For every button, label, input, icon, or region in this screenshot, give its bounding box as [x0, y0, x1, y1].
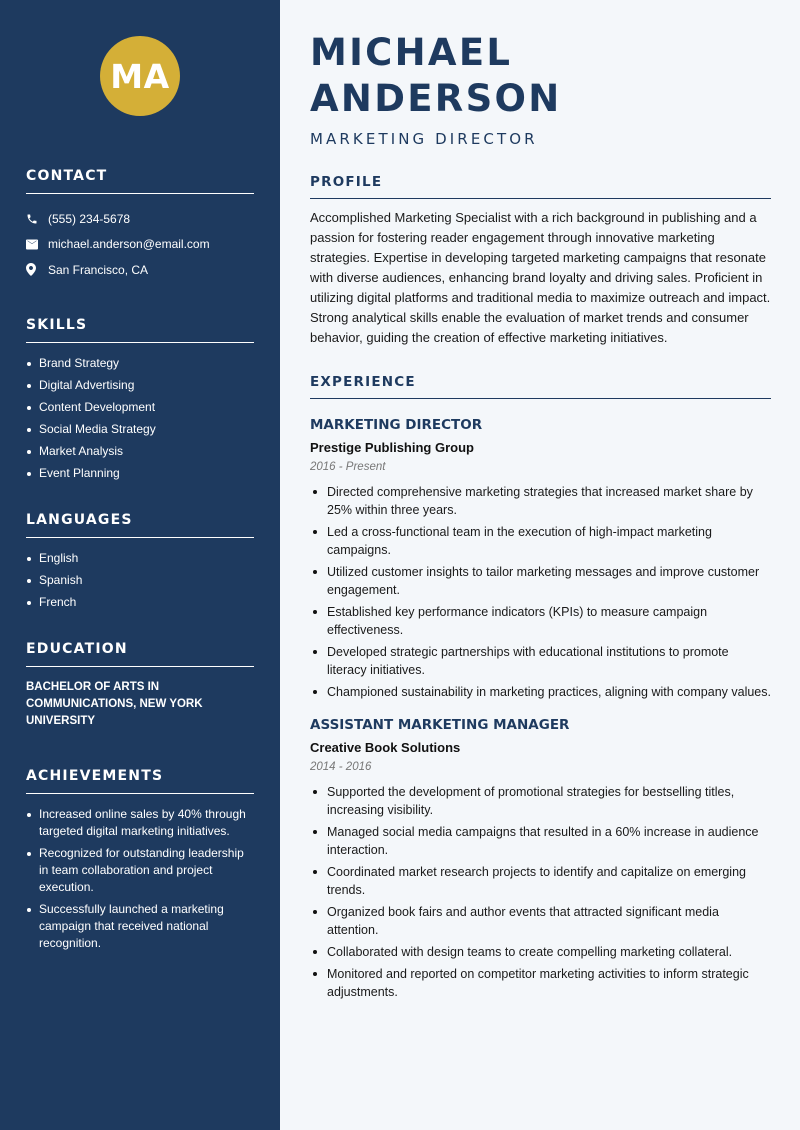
education-section	[26, 641, 254, 730]
profile-text: Accomplished Marketing Specialist with a rich background in publishing and a passion for fostering reader engagement through innovative marketing strategies. Expertise in developing targeted marketing campaigns that resonate with diverse audiences, enhancing brand loyalty and driving sales. Proficient in utilizing digital platforms and traditional media to maximize outreach and impact. Strong analytical skills enable the evaluation of market trends and consumer behavior, guiding the creation of effective marketing initiatives.	[310, 210, 771, 345]
skills-list	[26, 355, 254, 482]
skill-item: Digital Advertising	[26, 377, 254, 394]
job-entry	[310, 417, 771, 701]
email-icon	[26, 239, 48, 250]
skill-item: Brand Strategy	[26, 355, 254, 372]
job-bullet: Organized book fairs and author events that attracted significant media attention.	[310, 903, 771, 939]
skills-section	[26, 317, 254, 482]
job-company: Prestige Publishing Group	[310, 440, 474, 455]
job-bullet: Monitored and reported on competitor marketing activities to inform strategic adjustments.	[310, 965, 771, 1001]
job-entry	[310, 717, 771, 1001]
achievements-section	[26, 768, 254, 952]
job-bullet: Managed social media campaigns that resulted in a 60% increase in audience interaction.	[310, 823, 771, 859]
job-bullets	[310, 483, 771, 701]
job-bullet: Championed sustainability in marketing practices, aligning with company values.	[310, 683, 771, 701]
skill-item: Social Media Strategy	[26, 421, 254, 438]
job-bullet: Collaborated with design teams to create compelling marketing collateral.	[310, 943, 771, 961]
job-dates: 2014 - 2016	[310, 761, 372, 773]
experience-section	[310, 374, 771, 1001]
contact-section	[26, 168, 254, 283]
location-pin-icon	[26, 263, 48, 276]
job-bullet: Coordinated market research projects to identify and capitalize on emerging trends.	[310, 863, 771, 899]
language-item: French	[26, 594, 254, 611]
skills-heading: SKILLS	[26, 317, 254, 343]
skill-item: Event Planning	[26, 465, 254, 482]
job-bullet: Led a cross-functional team in the execution of high-impact marketing campaigns.	[310, 523, 771, 559]
job-bullet: Utilized customer insights to tailor marketing messages and improve customer engagement.	[310, 563, 771, 599]
skill-item: Content Development	[26, 399, 254, 416]
languages-list	[26, 550, 254, 611]
profile-heading: PROFILE	[310, 174, 771, 199]
contact-phone	[26, 206, 254, 232]
candidate-name: MICHAEL ANDERSON	[310, 31, 562, 120]
achievements-list	[26, 806, 254, 952]
education-heading: EDUCATION	[26, 641, 254, 667]
contact-location	[26, 257, 254, 283]
achievement-item: Recognized for outstanding leadership in team collaboration and project execution.	[26, 845, 254, 896]
contact-location-text: San Francisco, CA	[48, 262, 149, 277]
experience-heading: EXPERIENCE	[310, 374, 771, 399]
contact-email	[26, 232, 254, 258]
candidate-title: MARKETING DIRECTOR	[310, 130, 538, 148]
achievements-heading: ACHIEVEMENTS	[26, 768, 254, 794]
phone-icon	[26, 213, 48, 225]
languages-section	[26, 512, 254, 611]
job-bullets	[310, 783, 771, 1001]
avatar	[100, 36, 180, 116]
job-role: ASSISTANT MARKETING MANAGER	[310, 717, 570, 733]
languages-heading: LANGUAGES	[26, 512, 254, 538]
profile-section	[310, 174, 771, 348]
education-degree: BACHELOR OF ARTS IN COMMUNICATIONS, NEW YORK UNIVERSITY	[26, 680, 203, 727]
job-company: Creative Book Solutions	[310, 740, 461, 755]
job-role: MARKETING DIRECTOR	[310, 417, 483, 433]
skill-item: Market Analysis	[26, 443, 254, 460]
contact-email-text: michael.anderson@email.com	[48, 237, 210, 252]
job-bullet: Established key performance indicators (KPIs) to measure campaign effectiveness.	[310, 603, 771, 639]
contact-phone-text: (555) 234-5678	[48, 211, 131, 226]
job-bullet: Developed strategic partnerships with educational institutions to promote literacy initiatives.	[310, 643, 771, 679]
job-bullet: Directed comprehensive marketing strategies that increased market share by 25% within three years.	[310, 483, 771, 519]
contact-heading: CONTACT	[26, 168, 254, 194]
avatar-initials: MA	[110, 56, 170, 96]
achievement-item: Successfully launched a marketing campaign that received national recognition.	[26, 901, 254, 952]
language-item: English	[26, 550, 254, 567]
language-item: Spanish	[26, 572, 254, 589]
sidebar	[0, 0, 280, 1130]
achievement-item: Increased online sales by 40% through targeted digital marketing initiatives.	[26, 806, 254, 840]
job-dates: 2016 - Present	[310, 461, 386, 473]
job-bullet: Supported the development of promotional strategies for bestselling titles, increasing visibility.	[310, 783, 771, 819]
main-content	[280, 0, 800, 1130]
